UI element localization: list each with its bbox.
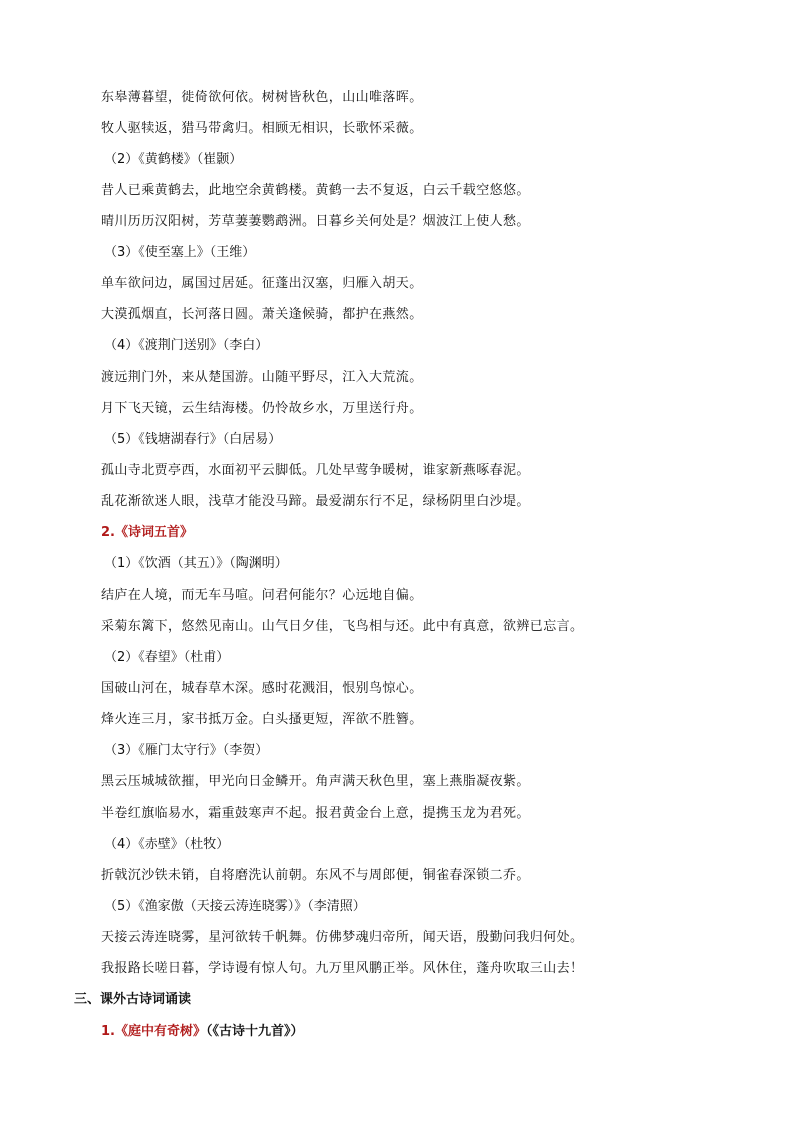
poem-subheading: （1）《饮酒（其五）》（陶渊明） — [104, 556, 288, 571]
section-title: 1.《庭中有奇树》 — [101, 1024, 206, 1039]
poem-line: 月下飞天镜，云生结海楼。仍怜故乡水，万里送行舟。 — [101, 401, 423, 416]
poem-subheading: （4）《渡荆门送别》（李白） — [104, 338, 269, 353]
poem-subheading: （3）《使至塞上》（王维） — [104, 245, 256, 260]
poem-line: 乱花渐欲迷人眼，浅草才能没马蹄。最爱湖东行不足，绿杨阴里白沙堤。 — [101, 494, 530, 509]
part-heading: 三、课外古诗词诵读 — [74, 992, 192, 1007]
poem-line: 国破山河在，城春草木深。感时花溅泪，恨别鸟惊心。 — [101, 681, 423, 696]
poem-line: 孤山寺北贾亭西，水面初平云脚低。几处早莺争暖树，谁家新燕啄春泥。 — [101, 463, 530, 478]
poem-line: 黑云压城城欲摧，甲光向日金鳞开。角声满天秋色里，塞上燕脂凝夜紫。 — [101, 774, 530, 789]
poem-line: 单车欲问边，属国过居延。征蓬出汉塞，归雁入胡天。 — [101, 276, 423, 291]
poem-subheading: （4）《赤壁》（杜牧） — [104, 837, 230, 852]
poem-line: 东皋薄暮望，徙倚欲何依。树树皆秋色，山山唯落晖。 — [101, 90, 423, 105]
poem-subheading: （2）《春望》（杜甫） — [104, 650, 230, 665]
poem-subheading: （5）《渔家傲（天接云涛连晓雾）》（李清照） — [104, 899, 366, 914]
poem-line: 烽火连三月，家书抵万金。白头搔更短，浑欲不胜簪。 — [101, 712, 423, 727]
poem-subheading: （5）《钱塘湖春行》（白居易） — [104, 432, 282, 447]
poem-line: 晴川历历汉阳树，芳草萋萋鹦鹉洲。日暮乡关何处是？烟波江上使人愁。 — [101, 214, 530, 229]
poem-line: 我报路长嗟日暮，学诗谩有惊人句。九万里风鹏正举。风休住，蓬舟吹取三山去！ — [101, 961, 584, 976]
poem-line: 大漠孤烟直，长河落日圆。萧关逢候骑，都护在燕然。 — [101, 307, 423, 322]
section-source: （《古诗十九首》） — [205, 1024, 304, 1039]
poem-line: 昔人已乘黄鹤去，此地空余黄鹤楼。黄鹤一去不复返，白云千载空悠悠。 — [101, 183, 530, 198]
poem-subheading: （2）《黄鹤楼》（崔颢） — [104, 152, 243, 167]
poem-line: 结庐在人境，而无车马喧。问君何能尔？心远地自偏。 — [101, 588, 423, 603]
poem-line: 渡远荆门外，来从楚国游。山随平野尽，江入大荒流。 — [101, 370, 423, 385]
poem-subheading: （3）《雁门太守行》（李贺） — [104, 743, 269, 758]
section-heading — [101, 1024, 304, 1040]
poem-line: 半卷红旗临易水，霜重鼓寒声不起。报君黄金台上意，提携玉龙为君死。 — [101, 806, 530, 821]
poem-line: 牧人驱犊返，猎马带禽归。相顾无相识，长歌怀采薇。 — [101, 121, 423, 136]
poem-line: 天接云涛连晓雾，星河欲转千帆舞。仿佛梦魂归帝所，闻天语，殷勤问我归何处。 — [101, 930, 584, 945]
poem-line: 折戟沉沙铁未销，自将磨洗认前朝。东风不与周郎便，铜雀春深锁二乔。 — [101, 868, 530, 883]
poem-line: 采菊东篱下，悠然见南山。山气日夕佳，飞鸟相与还。此中有真意，欲辨已忘言。 — [101, 619, 584, 634]
section-heading: 2.《诗词五首》 — [101, 525, 193, 540]
